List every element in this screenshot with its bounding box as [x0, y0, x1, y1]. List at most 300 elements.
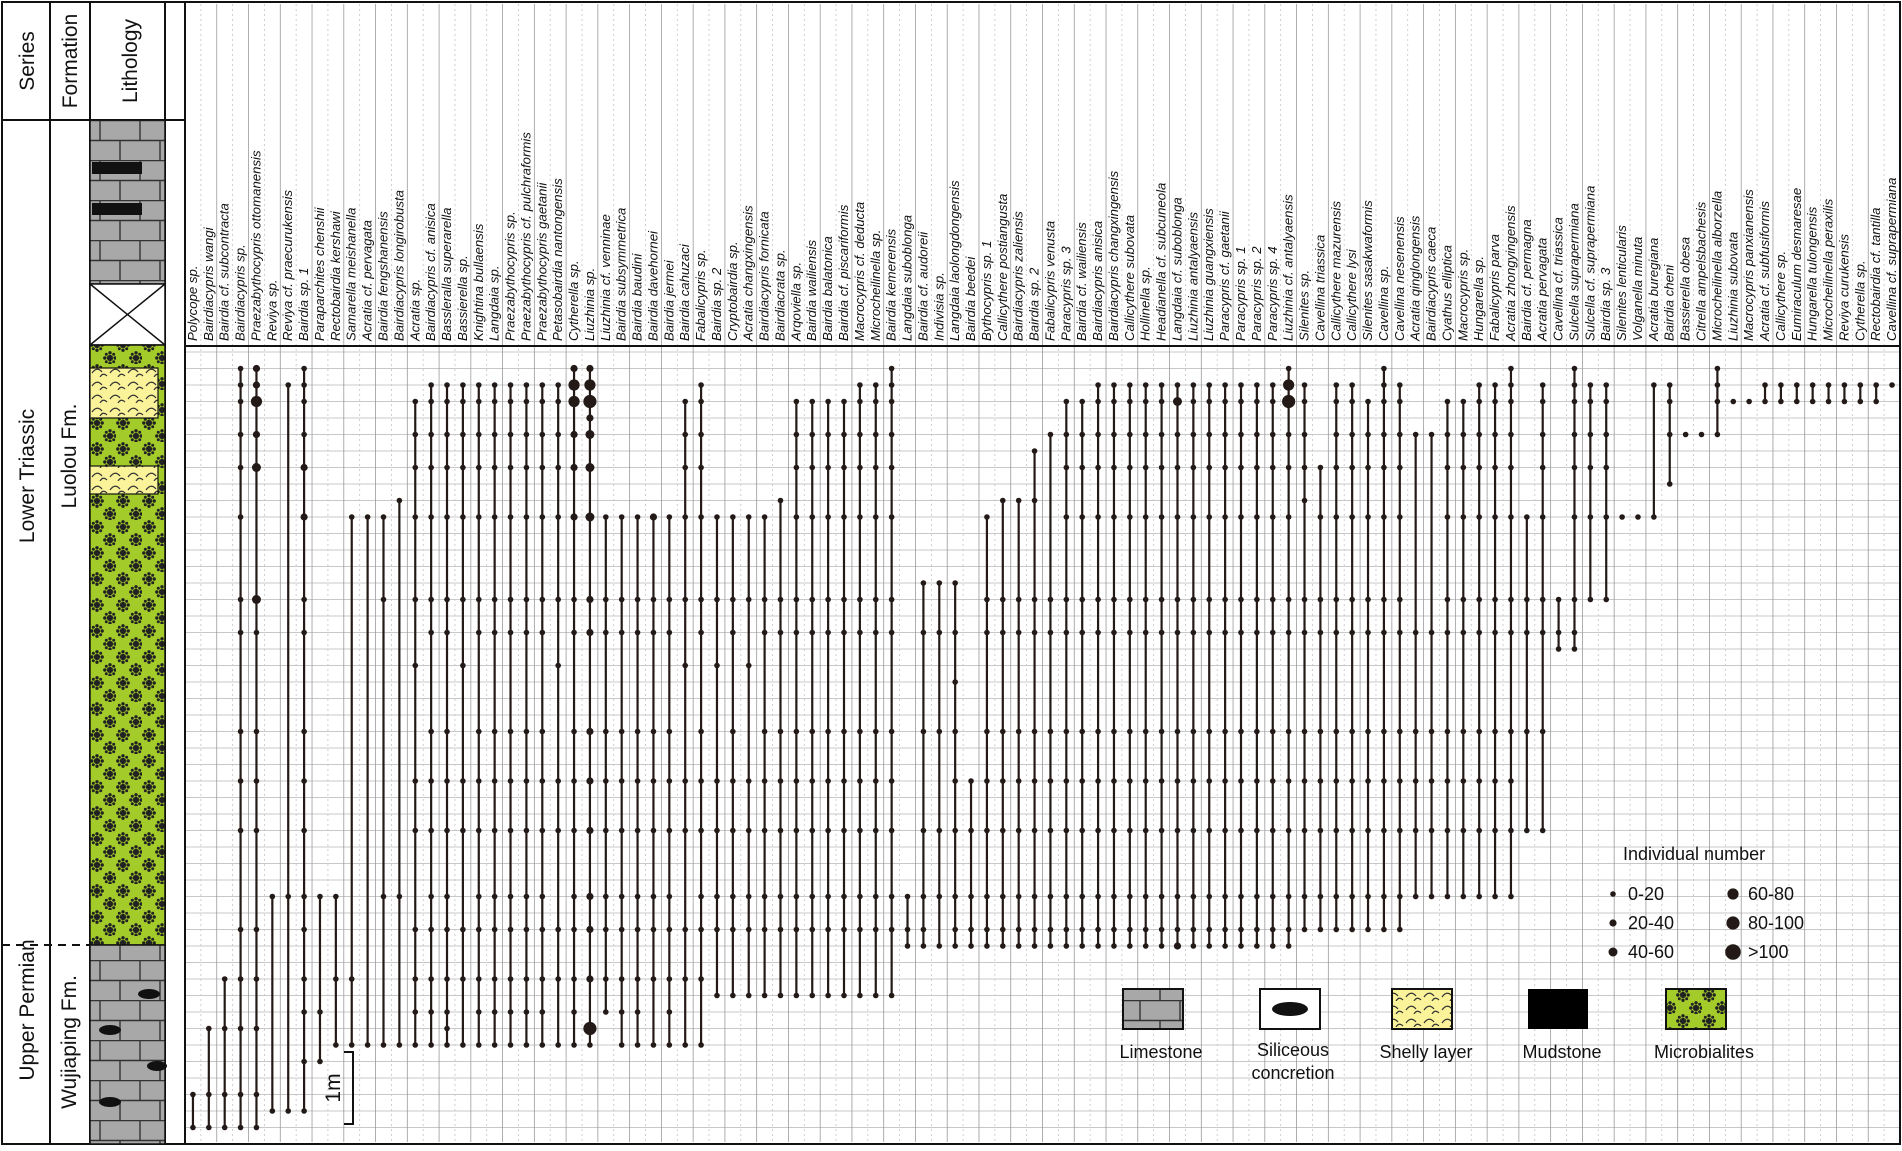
occurrence-point: [1000, 630, 1006, 636]
occurrence-point: [428, 465, 434, 471]
taxon-label: Reviya cf. praecurukensis: [280, 190, 296, 341]
occurrence-point: [730, 894, 736, 900]
taxon-label: Bairdiacrata sp.: [772, 249, 788, 341]
occurrence-point: [238, 828, 244, 834]
size-legend-label: 80-100: [1748, 913, 1805, 933]
legend-swatch-limestone: [1123, 989, 1183, 1029]
occurrence-point: [1143, 778, 1149, 784]
occurrence-point: [1333, 927, 1339, 933]
occurrence-point: [952, 894, 958, 900]
occurrence-point: [952, 828, 958, 834]
occurrence-point: [1159, 729, 1165, 735]
occurrence-point: [586, 827, 593, 834]
occurrence-point: [428, 432, 434, 438]
occurrence-point: [524, 465, 530, 471]
occurrence-point: [794, 993, 800, 999]
occurrence-point: [571, 778, 577, 784]
occurrence-point: [1095, 943, 1101, 949]
occurrence-point: [1159, 828, 1165, 834]
occurrence-point: [873, 778, 879, 784]
occurrence-point: [1810, 382, 1816, 388]
occurrence-point: [1206, 630, 1212, 636]
occurrence-point: [333, 894, 339, 900]
occurrence-point: [809, 432, 815, 438]
occurrence-point: [1175, 630, 1181, 636]
occurrence-point: [1127, 514, 1133, 520]
occurrence-point: [460, 778, 466, 784]
size-legend-label: 0-20: [1628, 884, 1665, 904]
occurrence-point: [254, 927, 260, 933]
occurrence-point: [1413, 630, 1419, 636]
occurrence-point: [794, 465, 800, 471]
occurrence-point: [746, 778, 752, 784]
occurrence-point: [619, 597, 625, 603]
occurrence-point: [1254, 778, 1260, 784]
occurrence-point: [524, 976, 530, 982]
occurrence-point: [1032, 828, 1038, 834]
occurrence-point: [873, 894, 879, 900]
occurrence-point: [555, 828, 561, 834]
occurrence-point: [476, 432, 482, 438]
occurrence-point: [492, 432, 498, 438]
occurrence-point: [1445, 894, 1451, 900]
occurrence-point: [508, 828, 514, 834]
occurrence-point: [333, 1042, 339, 1048]
occurrence-point: [984, 630, 990, 636]
occurrence-point: [1254, 828, 1260, 834]
taxon-range: [1810, 382, 1816, 404]
occurrence-point: [873, 432, 879, 438]
occurrence-point: [492, 465, 498, 471]
occurrence-point: [1461, 399, 1467, 405]
taxon-range: [1858, 382, 1864, 404]
occurrence-point: [1191, 630, 1197, 636]
taxon-labels: [185, 132, 1899, 342]
occurrence-point: [873, 465, 879, 471]
occurrence-point: [571, 828, 577, 834]
taxon-label: Callicythere sp.: [1772, 250, 1788, 341]
occurrence-point: [984, 927, 990, 933]
occurrence-point: [809, 729, 815, 735]
occurrence-point: [1254, 399, 1260, 405]
occurrence-point: [1556, 597, 1562, 603]
occurrence-point: [508, 729, 514, 735]
occurrence-point: [1206, 927, 1212, 933]
occurrence-point: [794, 399, 800, 405]
occurrence-point: [746, 894, 752, 900]
taxon-range: [412, 399, 418, 1048]
occurrence-point: [1286, 778, 1292, 784]
occurrence-point: [1222, 432, 1228, 438]
occurrence-point: [635, 1009, 641, 1015]
occurrence-point: [1238, 399, 1244, 405]
occurrence-point: [460, 465, 466, 471]
occurrence-point: [333, 976, 339, 982]
taxon-range: [1603, 382, 1609, 602]
occurrence-point: [444, 382, 450, 388]
taxon-label: Liuzhinia antalyaensis: [1185, 211, 1201, 341]
series-header: Series: [16, 31, 39, 91]
occurrence-point: [412, 976, 418, 982]
occurrence-point: [444, 894, 450, 900]
legend-label-mudstone: Mudstone: [1522, 1042, 1602, 1062]
size-legend-dot: [1727, 888, 1738, 899]
occurrence-point: [1572, 514, 1578, 520]
occurrence-point: [539, 894, 545, 900]
occurrence-point: [1889, 382, 1895, 388]
shelly-layer-2: [90, 466, 158, 494]
occurrence-point: [1206, 597, 1212, 603]
occurrence-point: [1318, 828, 1324, 834]
occurrence-point: [1064, 399, 1070, 405]
taxon-label: Acratia cf. subfusiformis: [1757, 201, 1772, 341]
occurrence-point: [508, 1042, 514, 1048]
occurrence-point: [1079, 828, 1085, 834]
occurrence-point: [1254, 432, 1260, 438]
occurrence-point: [682, 1042, 688, 1048]
occurrence-point: [1333, 514, 1339, 520]
taxon-label: Bairdia cf. audoreii: [915, 231, 931, 341]
occurrence-point: [1254, 597, 1260, 603]
occurrence-point: [222, 976, 228, 982]
taxon-label: Acratia buregiana: [1645, 237, 1661, 341]
occurrence-point: [889, 382, 895, 388]
occurrence-point: [1397, 432, 1403, 438]
occurrence-point: [1000, 729, 1006, 735]
occurrence-point: [1191, 927, 1197, 933]
occurrence-point: [746, 993, 752, 999]
occurrence-point: [1318, 514, 1324, 520]
occurrence-point: [809, 894, 815, 900]
occurrence-point: [1127, 630, 1133, 636]
occurrence-point: [1302, 399, 1308, 405]
occurrence-point: [1302, 778, 1308, 784]
occurrence-point: [460, 927, 466, 933]
occurrence-point: [1064, 432, 1070, 438]
occurrence-point: [1079, 514, 1085, 520]
occurrence-point: [921, 828, 927, 834]
occurrence-point: [1302, 894, 1308, 900]
taxon-label: Bythocypris sp. 1: [978, 240, 994, 341]
occurrence-point: [968, 894, 974, 900]
occurrence-point: [873, 729, 879, 735]
occurrence-point: [682, 432, 688, 438]
occurrence-point: [1143, 382, 1149, 388]
occurrence-point: [873, 993, 879, 999]
occurrence-point: [968, 943, 974, 949]
occurrence-point: [1127, 894, 1133, 900]
occurrence-point: [1413, 778, 1419, 784]
occurrence-point: [1111, 927, 1117, 933]
occurrence-point: [1349, 630, 1355, 636]
taxon-range: [667, 514, 673, 1048]
occurrence-point: [1333, 597, 1339, 603]
occurrence-point: [1318, 894, 1324, 900]
occurrence-point: [1603, 399, 1609, 405]
occurrence-point: [1508, 399, 1514, 405]
occurrence-point: [651, 729, 657, 735]
occurrence-point: [889, 630, 895, 636]
occurrence-point: [252, 595, 261, 604]
occurrence-point: [1270, 729, 1276, 735]
occurrence-point: [841, 630, 847, 636]
occurrence-point: [1175, 729, 1181, 735]
occurrence-point: [1270, 778, 1276, 784]
occurrence-point: [635, 1042, 641, 1048]
occurrence-point: [1000, 894, 1006, 900]
occurrence-point: [492, 828, 498, 834]
occurrence-point: [1127, 729, 1133, 735]
occurrence-point: [1143, 597, 1149, 603]
occurrence-point: [428, 894, 434, 900]
occurrence-point: [825, 465, 831, 471]
occurrence-point: [1429, 630, 1435, 636]
taxon-label: Rectobairdia cf. tantilla: [1868, 207, 1884, 341]
occurrence-point: [301, 976, 307, 982]
occurrence-point: [492, 927, 498, 933]
occurrence-point: [524, 729, 530, 735]
occurrence-point: [1461, 778, 1467, 784]
occurrence-point: [698, 927, 704, 933]
occurrence-point: [412, 514, 418, 520]
occurrence-point: [1397, 399, 1403, 405]
occurrence-point: [952, 943, 958, 949]
occurrence-point: [222, 1092, 228, 1098]
occurrence-point: [1333, 828, 1339, 834]
occurrence-point: [1667, 481, 1673, 487]
taxon-label: Cryptobairdia sp.: [724, 241, 740, 341]
occurrence-point: [1349, 729, 1355, 735]
occurrence-point: [1365, 597, 1371, 603]
taxon-range: [1762, 382, 1768, 404]
left-columns-frame: [2, 2, 1900, 1144]
occurrence-point: [586, 926, 593, 933]
occurrence-point: [476, 399, 482, 405]
occurrence-point: [1603, 432, 1609, 438]
occurrence-point: [1095, 828, 1101, 834]
occurrence-point: [952, 729, 958, 735]
taxon-label: Bairdia cf. piscariformis: [836, 204, 851, 341]
occurrence-point: [397, 894, 403, 900]
unit-labels: [16, 403, 81, 1108]
occurrence-point: [1381, 729, 1387, 735]
occurrence-point: [1397, 382, 1403, 388]
occurrence-point: [762, 993, 768, 999]
occurrence-point: [857, 778, 863, 784]
taxon-label: Bairdia cahuzaci: [677, 244, 693, 341]
taxon-range: [1302, 382, 1308, 932]
occurrence-point: [1619, 514, 1625, 520]
occurrence-point: [1270, 382, 1276, 388]
taxon-range: [873, 382, 879, 998]
occurrence-point: [1079, 927, 1085, 933]
occurrence-point: [412, 927, 418, 933]
occurrence-point: [889, 366, 895, 372]
occurrence-point: [365, 1042, 371, 1048]
occurrence-point: [1349, 927, 1355, 933]
occurrence-point: [1349, 399, 1355, 405]
occurrence-point: [1524, 630, 1530, 636]
occurrence-point: [1413, 828, 1419, 834]
taxon-label: Callicythere postiangusta: [994, 193, 1010, 341]
occurrence-point: [921, 630, 927, 636]
occurrence-point: [1381, 630, 1387, 636]
taxon-label: Bassierella sp.: [454, 255, 470, 341]
occurrence-point: [1095, 382, 1101, 388]
taxon-range: [905, 894, 911, 949]
occurrence-point: [825, 927, 831, 933]
taxon-label: Reviya curukensis: [1836, 233, 1852, 341]
occurrence-point: [1143, 465, 1149, 471]
size-legend-title: Individual number: [1623, 844, 1766, 864]
occurrence-point: [428, 597, 434, 603]
occurrence-point: [539, 828, 545, 834]
occurrence-point: [1270, 943, 1276, 949]
taxon-range: [1715, 366, 1721, 438]
occurrence-point: [1349, 597, 1355, 603]
occurrence-point: [254, 1092, 260, 1098]
occurrence-point: [1095, 630, 1101, 636]
taxon-range: [746, 514, 752, 998]
occurrence-point: [1175, 927, 1181, 933]
taxon-label: Cavellina cf. triassica: [1550, 217, 1566, 341]
occurrence-point: [1016, 729, 1022, 735]
taxon-label: Bairdia sp. 2: [709, 267, 724, 341]
occurrence-point: [1175, 828, 1181, 834]
occurrence-point: [778, 993, 784, 999]
taxon-range: [1079, 399, 1085, 949]
occurrence-point: [1238, 828, 1244, 834]
occurrence-point: [1079, 597, 1085, 603]
occurrence-point: [1381, 927, 1387, 933]
taxon-label: Arqoviella sp.: [788, 261, 804, 341]
occurrence-point: [1492, 432, 1498, 438]
occurrence-point: [619, 1042, 625, 1048]
occurrence-point: [1365, 894, 1371, 900]
occurrence-point: [746, 663, 752, 669]
occurrence-point: [1079, 630, 1085, 636]
occurrence-point: [952, 778, 958, 784]
occurrence-point: [841, 828, 847, 834]
legend-swatch-mudstone: [1528, 989, 1588, 1029]
occurrence-point: [1429, 432, 1435, 438]
occurrence-point: [1381, 432, 1387, 438]
taxon-label: Langdaia cf. suboblonga: [1169, 197, 1185, 341]
occurrence-point: [1127, 465, 1133, 471]
occurrence-point: [539, 382, 545, 388]
occurrence-point: [1572, 630, 1578, 636]
taxon-label: Bairdiacypris anisica: [1090, 220, 1106, 341]
occurrence-point: [1095, 465, 1101, 471]
occurrence-point: [492, 729, 498, 735]
occurrence-point: [984, 597, 990, 603]
occurrence-point: [1588, 514, 1594, 520]
occurrence-point: [524, 630, 530, 636]
taxon-range: [1524, 514, 1530, 833]
occurrence-point: [1016, 630, 1022, 636]
taxon-label: Hungarella tulongensis: [1804, 206, 1820, 341]
occurrence-point: [841, 993, 847, 999]
occurrence-point: [492, 778, 498, 784]
occurrence-point: [1238, 382, 1244, 388]
taxon-label: Hollinella sp.: [1137, 266, 1153, 341]
size-legend-dot: [1609, 948, 1618, 957]
occurrence-point: [1095, 514, 1101, 520]
occurrence-point: [1508, 514, 1514, 520]
taxon-label: Macrocypris cf. deducta: [851, 201, 867, 341]
occurrence-point: [1318, 778, 1324, 784]
occurrence-point: [508, 1009, 514, 1015]
occurrence-point: [1175, 432, 1181, 438]
occurrence-point: [619, 1009, 625, 1015]
taxon-label: Bairdia cheni: [1661, 264, 1677, 341]
occurrence-point: [1413, 432, 1419, 438]
occurrence-point: [1699, 432, 1705, 438]
taxon-label: Silenites lenticularis: [1614, 225, 1630, 341]
occurrence-point: [667, 828, 673, 834]
occurrence-point: [1333, 465, 1339, 471]
occurrence-point: [682, 828, 688, 834]
taxon-label: Langdaia sp.: [486, 265, 502, 341]
occurrence-point: [238, 382, 244, 388]
occurrence-point: [586, 777, 593, 784]
occurrence-point: [825, 894, 831, 900]
taxon-label: Bairdiacypris longirobusta: [391, 190, 407, 341]
occurrence-point: [809, 514, 815, 520]
occurrence-point: [619, 927, 625, 933]
taxon-label: Acratia cf. pervagata: [359, 220, 375, 341]
occurrence-point: [1445, 828, 1451, 834]
occurrence-point: [1206, 399, 1212, 405]
occurrence-point: [1826, 382, 1832, 388]
occurrence-point: [539, 927, 545, 933]
occurrence-point: [571, 729, 577, 735]
occurrence-point: [570, 431, 577, 438]
occurrence-point: [651, 927, 657, 933]
occurrence-point: [1445, 465, 1451, 471]
occurrence-point: [682, 465, 688, 471]
occurrence-point: [1079, 432, 1085, 438]
occurrence-point: [794, 729, 800, 735]
occurrence-point: [1318, 729, 1324, 735]
occurrence-point: [586, 728, 593, 735]
taxon-label: Citrella ampelsbachesis: [1693, 201, 1709, 341]
occurrence-point: [698, 514, 704, 520]
occurrence-point: [1191, 729, 1197, 735]
occurrence-point: [698, 465, 704, 471]
occurrence-point: [1206, 943, 1212, 949]
occurrence-point: [1270, 927, 1276, 933]
taxon-label: Acratia pervagata: [1534, 237, 1550, 341]
occurrence-point: [730, 927, 736, 933]
occurrence-point: [1429, 894, 1435, 900]
occurrence-point: [698, 1042, 704, 1048]
occurrence-point: [1461, 630, 1467, 636]
occurrence-point: [1461, 828, 1467, 834]
occurrence-point: [1476, 432, 1482, 438]
occurrence-point: [508, 630, 514, 636]
occurrence-point: [809, 630, 815, 636]
occurrence-point: [1191, 432, 1197, 438]
occurrence-point: [555, 927, 561, 933]
occurrence-point: [254, 729, 260, 735]
taxon-label: Microcheilinella sp.: [867, 229, 883, 341]
occurrence-point: [651, 778, 657, 784]
occurrence-point: [428, 630, 434, 636]
occurrence-point: [1333, 778, 1339, 784]
occurrence-point: [254, 828, 260, 834]
occurrence-point: [1381, 399, 1387, 405]
